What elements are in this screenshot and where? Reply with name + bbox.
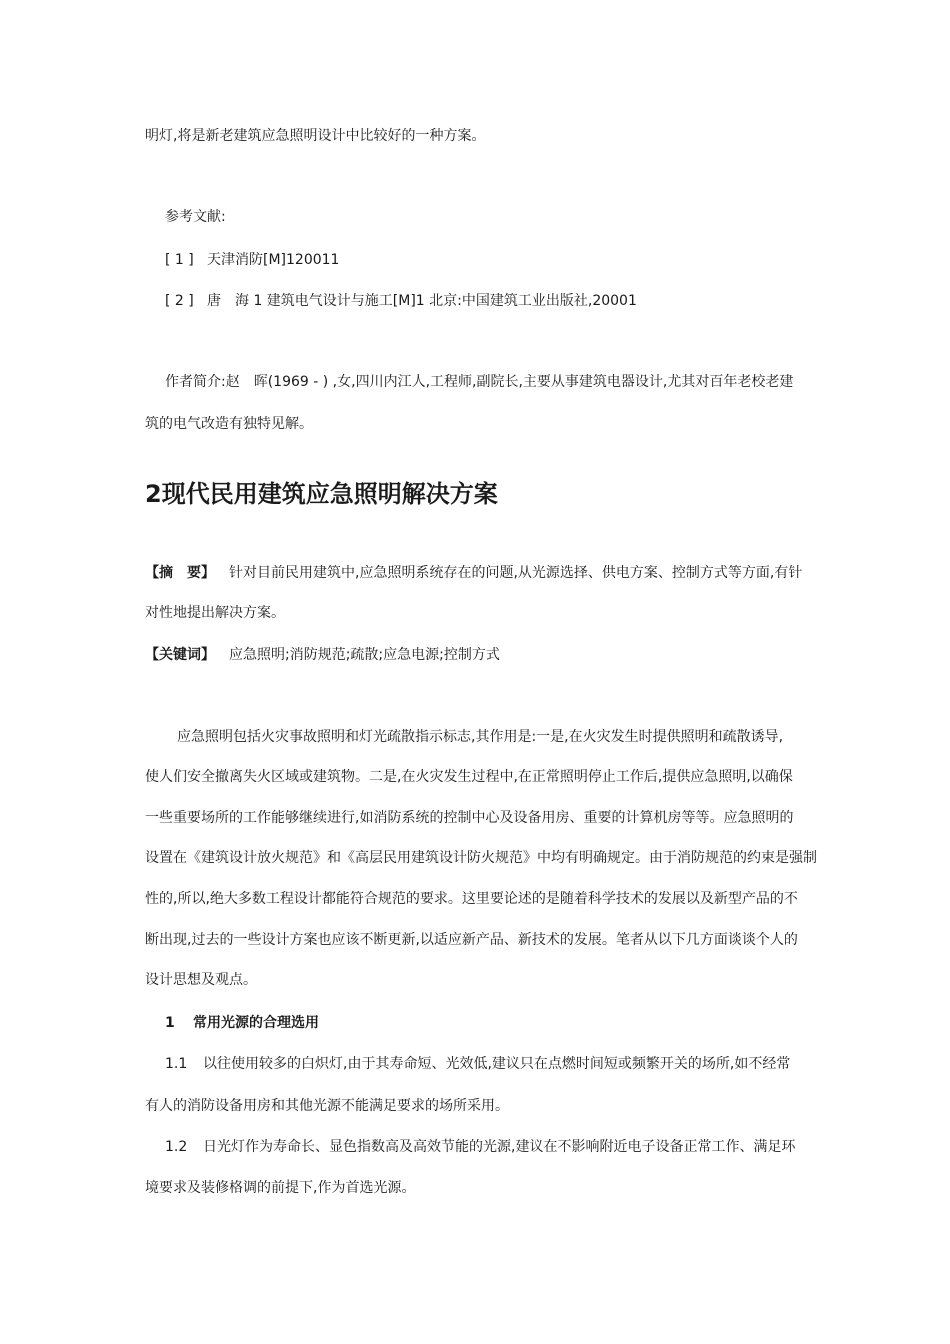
reference-item — [165, 291, 637, 311]
subsection-number: 1.2 — [165, 1139, 188, 1155]
subsection-text: 日光灯作为寿命长、显色指数高及高效节能的光源,建议在不影响附近电子设备正常工作、满足环 — [203, 1139, 796, 1155]
body-line: 使人们安全撤离失火区域或建筑物。二是,在火灾发生过程中,在正常照明停止工作后,提供应急照明,以确保 — [145, 769, 793, 785]
subsection-line: 境要求及装修格调的前提下,作为首选光源。 — [145, 1180, 416, 1196]
intro-tail-line: 明灯,将是新老建筑应急照明设计中比较好的一种方案。 — [145, 128, 486, 144]
abstract-tag: 【摘 要】 — [145, 565, 215, 581]
body-line: 性的,所以,绝大多数工程设计都能符合规范的要求。这里要论述的是随着科学技术的发展以及新型产品的不 — [145, 891, 798, 907]
subsection-line — [165, 1054, 790, 1074]
section-title: 常用光源的合理选用 — [193, 1015, 319, 1031]
abstract-text: 针对目前民用建筑中,应急照明系统存在的问题,从光源选择、供电方案、控制方式等方面,有针 — [229, 565, 803, 581]
subsection-line — [165, 1137, 795, 1157]
reference-number: [ 2 ] — [165, 293, 194, 309]
keywords-tag: 【关键词】 — [145, 647, 215, 663]
subsection-number: 1.1 — [165, 1056, 188, 1072]
section-heading — [165, 1013, 319, 1033]
keywords-line — [145, 645, 500, 665]
reference-text: 唐 海 1 建筑电气设计与施工[M]1 北京:中国建筑工业出版社,20001 — [207, 293, 637, 309]
author-bio-line: 作者简介:赵 晖(1969 - ) ,女,四川内江人,工程师,副院长,主要从事建筑电器设计,尤其对百年老校老建 — [165, 374, 794, 390]
body-line: 设置在《建筑设计放火规范》和《高层民用建筑设计防火规范》中均有明确规定。由于消防规范的约束是强制 — [145, 850, 817, 866]
reference-item — [165, 250, 339, 270]
body-line: 一些重要场所的工作能够继续进行,如消防系统的控制中心及设备用房、重要的计算机房等等。应急照明的 — [145, 810, 794, 826]
author-bio-line: 筑的电气改造有独特见解。 — [145, 416, 313, 432]
subsection-text: 以往使用较多的白炽灯,由于其寿命短、光效低,建议只在点燃时间短或频繁开关的场所,如不经常 — [203, 1056, 791, 1072]
subsection-line: 有人的消防设备用房和其他光源不能满足要求的场所采用。 — [145, 1098, 509, 1114]
body-line: 断出现,过去的一些设计方案也应该不断更新,以适应新产品、新技术的发展。笔者从以下几方面谈谈个人的 — [145, 932, 798, 948]
body-line: 设计思想及观点。 — [145, 972, 257, 988]
body-line: 应急照明包括火灾事故照明和灯光疏散指示标志,其作用是:一是,在火灾发生时提供照明和疏散诱导, — [177, 729, 784, 745]
abstract-line: 对性地提出解决方案。 — [145, 605, 285, 621]
keywords-text: 应急照明;消防规范;疏散;应急电源;控制方式 — [229, 647, 500, 663]
abstract-line — [145, 563, 802, 583]
reference-number: [ 1 ] — [165, 252, 194, 268]
references-heading: 参考文献: — [165, 209, 226, 225]
article-title: 2现代民用建筑应急照明解决方案 — [145, 480, 498, 508]
reference-text: 天津消防[M]120011 — [207, 252, 340, 268]
section-number: 1 — [165, 1015, 175, 1031]
